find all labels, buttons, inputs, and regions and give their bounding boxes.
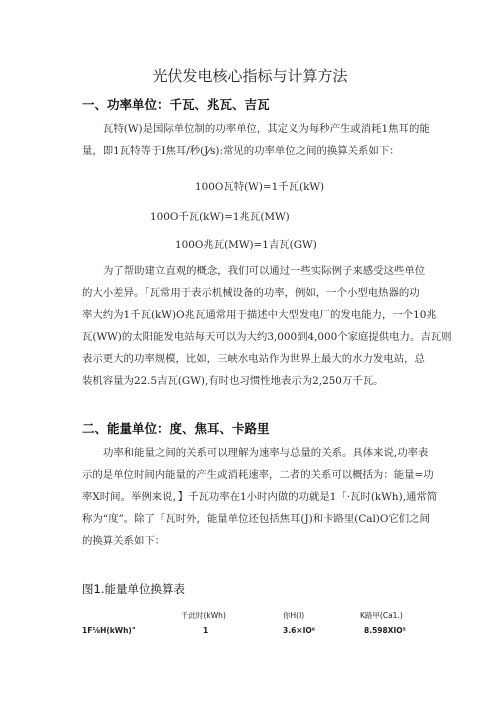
table-header-calorie: K路甲(Ca1.) xyxy=(360,611,403,620)
paragraph-line: 装机容量为22.5吉瓦(GW),有时也习惯性地表示为2,250万千瓦。 xyxy=(82,375,384,387)
table-cell-calorie: 8.598XIO⁵ xyxy=(364,626,406,635)
section2-paragraph xyxy=(82,442,438,552)
paragraph-line: 量，即1瓦特等于I焦耳/秒(J⁄s):常见的功率单位之间的换算关系如下： xyxy=(82,145,400,157)
section2-heading: 二、能量单位：度、焦耳、卡路里 xyxy=(82,421,270,436)
paragraph-line: 率大约为1千瓦(kW)O兆瓦通常用于描述中大型发电厂的发电能力，一个10兆 xyxy=(82,309,437,321)
table-header-kwh: 千此时(kWh) xyxy=(181,611,226,620)
table-cell-kwh: 1 xyxy=(203,626,209,635)
paragraph-line: 率X时间。举例来说，】千瓦功率在1小时内做的功就是1「·瓦时(kWh),通常简 xyxy=(82,491,438,503)
paragraph-line: 功率和能量之间的关系可以理解为速率与总量的关系。具体来说,功率表 xyxy=(103,447,429,459)
paragraph-line: 为了帮助建立直观的概念，我们可以通过一些实际例子来感受这些单位 xyxy=(103,265,426,277)
table-row-label: 1F⅛H(kWh)" xyxy=(82,626,136,635)
formula-megawatt-gigawatt: 100O兆瓦(MW)=1吉瓦(GW) xyxy=(175,239,317,251)
paragraph-line: 瓦特(W)是国际单位制的功率单位，其定义为每秒产生或消耗1焦耳的能 xyxy=(103,123,430,135)
paragraph-line: 表示更大的功率规模，比如，三峡水电站作为世界上最大的水力发电站，总 xyxy=(82,353,425,365)
paragraph-line: 的换算关系如下： xyxy=(82,535,166,547)
section1-heading: 一、功率单位：千瓦、兆瓦、吉瓦 xyxy=(82,97,270,112)
section1-paragraph1 xyxy=(82,118,430,162)
paragraph-line: 的大小差异。「瓦常用于表示机械设备的功率，例如，一个小型电热器的功 xyxy=(82,287,420,299)
table-header-joule: 你H(I) xyxy=(283,611,305,620)
formula-watt-kilowatt: 100O瓦特(W)=1千瓦(kW) xyxy=(195,181,325,193)
document-title: 光伏发电核心指标与计算方法 xyxy=(152,67,348,85)
formula-kilowatt-megawatt: 100O千瓦(kW)=1兆瓦(MW) xyxy=(150,211,290,223)
paragraph-line: 瓦(WW)的太阳能发电站每天可以为大约3,000到4,000个家庭提供电力。吉瓦则 xyxy=(82,331,452,343)
paragraph-line: 称为“度”。除了「瓦时外，能量单位还包括焦耳(J)和卡路里(Cal)O它们之间 xyxy=(82,513,430,525)
table-cell-joule: 3.6×IO⁶ xyxy=(283,626,316,635)
section1-paragraph2 xyxy=(82,260,452,392)
paragraph-line: 示的是单位时间内能量的产生或消耗速率，二者的关系可以概括为：能量=功 xyxy=(82,469,434,481)
figure-title: 图1.能量单位换算表 xyxy=(82,582,185,596)
